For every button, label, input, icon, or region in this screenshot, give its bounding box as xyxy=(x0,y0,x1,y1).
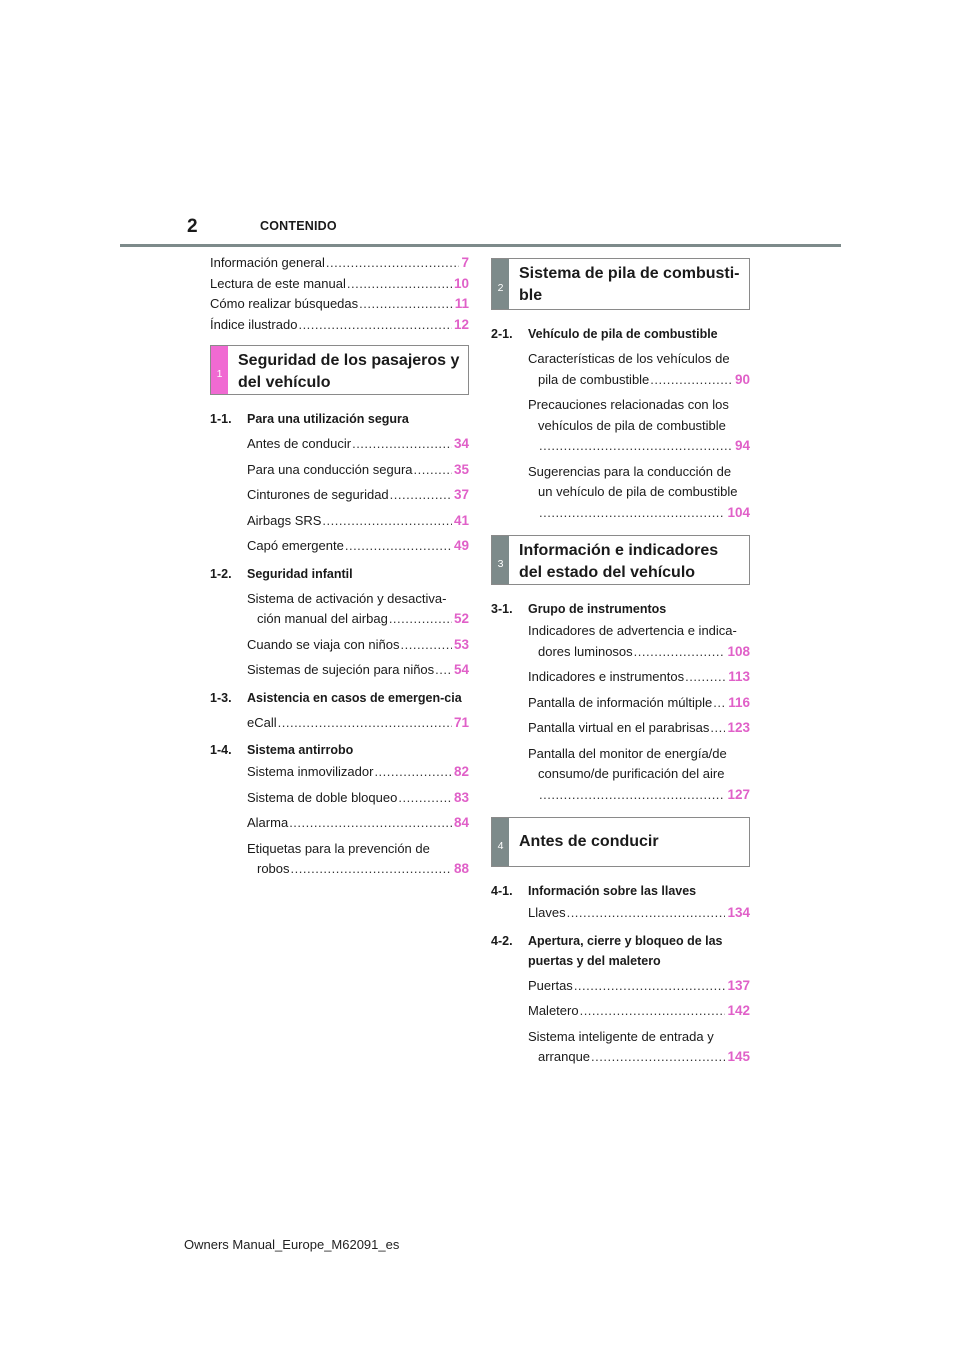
toc-entry[interactable]: Maletero ..... 142 xyxy=(528,1001,750,1022)
toc-entry-informacion-general[interactable]: Información general ..... 7 xyxy=(210,253,469,274)
toc-entry[interactable]: Indicadores de advertencia e indica- dores luminosos ..... 108 xyxy=(528,621,750,662)
page-number: 2 xyxy=(187,216,198,237)
toc-entry[interactable]: Llaves ..... 134 xyxy=(528,903,750,924)
section-header-3[interactable] xyxy=(491,535,750,585)
toc-entry-busquedas[interactable]: Cómo realizar búsquedas ..... 11 xyxy=(210,294,469,315)
section-number-badge: 1 xyxy=(211,346,228,394)
right-column xyxy=(491,258,750,1068)
section-title: Seguridad de los pasajeros y del vehículo xyxy=(238,352,460,391)
toc-entry[interactable]: Airbags SRS ..... 41 xyxy=(247,511,469,532)
footer-doc-id: Owners Manual_Europe_M62091_es xyxy=(184,1237,400,1252)
toc-entry[interactable]: eCall ..... 71 xyxy=(247,713,469,734)
section-header-4[interactable] xyxy=(491,817,750,867)
subsection-heading: 1-2. Seguridad infantil xyxy=(210,566,353,581)
section-title: Información e indicadores del estado del vehículo xyxy=(519,542,719,581)
subsection-heading: 4-2. Apertura, cierre y bloqueo de las puertas y del maletero xyxy=(491,933,723,968)
toc-entry[interactable]: Etiquetas para la prevención de robos ..... 88 xyxy=(247,839,469,880)
toc-entry[interactable]: Sistema de activación y desactiva- ción manual del airbag ..... 52 xyxy=(247,589,469,630)
page-header-title: CONTENIDO xyxy=(260,219,337,233)
toc-entry[interactable]: Sistema inteligente de entrada y arranque ..... 145 xyxy=(528,1027,750,1068)
toc-entry[interactable]: Cuando se viaja con niños ..... 53 xyxy=(247,635,469,656)
toc-entry[interactable]: Capó emergente ..... 49 xyxy=(247,536,469,557)
subsection-heading: 4-1. Información sobre las llaves xyxy=(491,884,697,898)
toc-entry[interactable]: Antes de conducir ..... 34 xyxy=(247,434,469,455)
toc-entry-lectura[interactable]: Lectura de este manual ..... 10 xyxy=(210,274,469,295)
section-header-1[interactable] xyxy=(210,345,469,395)
toc-entry[interactable]: Indicadores e instrumentos ..... 113 xyxy=(528,667,750,688)
section-header-2[interactable] xyxy=(491,258,750,310)
toc-entry[interactable]: Para una conducción segura ..... 35 xyxy=(247,460,469,481)
toc-entry[interactable]: Características de los vehículos de pila de combustible ..... 90 xyxy=(528,349,750,390)
section-number-badge: 2 xyxy=(492,259,509,309)
toc-entry[interactable]: Pantalla virtual en el parabrisas ..... 123 xyxy=(528,718,750,739)
subsection-heading: 3-1. Grupo de instrumentos xyxy=(491,602,667,616)
toc-entry[interactable]: Pantalla de información múltiple ..... 116 xyxy=(528,693,750,714)
subsection-heading: 2-1. Vehículo de pila de combustible xyxy=(491,327,718,341)
toc-entry[interactable]: Sugerencias para la conducción de un vehículo de pila de combustible ..... 104 xyxy=(528,462,750,524)
toc-entry[interactable]: Pantalla del monitor de energía/de consumo/de purificación del aire ..... 127 xyxy=(528,744,750,806)
section-number-badge: 3 xyxy=(492,536,509,584)
toc-entry[interactable]: Cinturones de seguridad ..... 37 xyxy=(247,485,469,506)
toc-entry[interactable]: Sistemas de sujeción para niños ..... 54 xyxy=(247,660,469,681)
toc-entry[interactable]: Sistema inmovilizador ..... 82 xyxy=(247,762,469,783)
header-rule xyxy=(120,244,841,247)
toc-entry[interactable]: Precauciones relacionadas con los vehículos de pila de combustible ..... 94 xyxy=(528,395,750,457)
toc-entry[interactable]: Sistema de doble bloqueo ..... 83 xyxy=(247,788,469,809)
toc-entry-indice[interactable]: Índice ilustrado ..... 12 xyxy=(210,315,469,336)
left-column xyxy=(210,253,469,880)
subsection-heading: 1-1. Para una utilización segura xyxy=(210,412,409,426)
section-title: Sistema de pila de combusti-ble xyxy=(519,265,740,304)
section-number-badge: 4 xyxy=(492,818,509,866)
toc-entry[interactable]: Puertas ..... 137 xyxy=(528,976,750,997)
subsection-heading: 1-4. Sistema antirrobo xyxy=(210,743,354,757)
toc-entry[interactable]: Alarma ..... 84 xyxy=(247,813,469,834)
section-title: Antes de conducir xyxy=(519,833,659,850)
subsection-heading: 1-3. Asistencia en casos de emergen-cia xyxy=(210,690,462,705)
